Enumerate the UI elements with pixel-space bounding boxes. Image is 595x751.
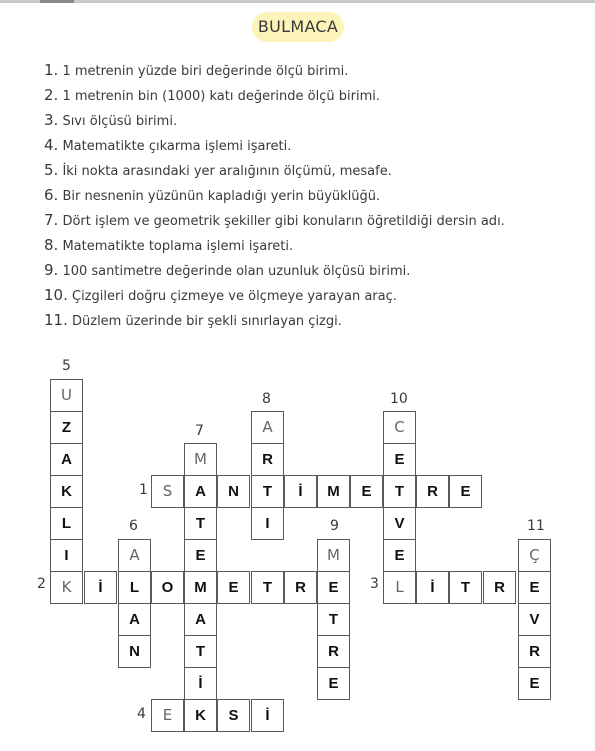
clue-text: Düzlem üzerinde bir şekli sınırlayan çizgi. xyxy=(67,314,342,329)
crossword-cell: K xyxy=(184,699,217,732)
crossword-cell: L xyxy=(50,507,83,540)
crossword-cell: E xyxy=(184,539,217,572)
crossword-cell: E xyxy=(151,699,184,732)
crossword-cell: M xyxy=(184,443,217,476)
crossword-cell: A xyxy=(118,603,151,636)
crossword-cell: C xyxy=(383,411,416,444)
crossword-cell: S xyxy=(151,475,184,508)
crossword-cell: L xyxy=(383,571,416,604)
crossword-cell: İ xyxy=(416,571,449,604)
word-number-4: 4 xyxy=(137,706,146,722)
word-number-11: 11 xyxy=(527,518,545,534)
clue-number: 2. xyxy=(44,86,59,104)
clue-text: 100 santimetre değerinde olan uzunluk ölçüsü birimi. xyxy=(58,264,411,279)
clue-text: 1 metrenin yüzde biri değerinde ölçü birimi. xyxy=(58,64,349,79)
page-title: BULMACA xyxy=(252,12,344,42)
crossword-cell: E xyxy=(317,571,350,604)
crossword-cell: M xyxy=(184,571,217,604)
crossword-cell: T xyxy=(449,571,482,604)
clue-text: Çizgileri doğru çizmeye ve ölçmeye yarayan araç. xyxy=(67,289,397,304)
crossword-cell: A xyxy=(251,411,284,444)
crossword-cell: T xyxy=(383,475,416,508)
crossword-cell: M xyxy=(317,475,350,508)
clue-text: Matematikte toplama işlemi işareti. xyxy=(58,239,294,254)
clue-number: 6. xyxy=(44,186,59,204)
crossword-cell: R xyxy=(483,571,516,604)
crossword-cell: A xyxy=(184,603,217,636)
crossword-cell: I xyxy=(50,539,83,572)
crossword-cell: E xyxy=(317,667,350,700)
crossword-cell: K xyxy=(50,475,83,508)
clue-number: 4. xyxy=(44,136,59,154)
crossword-cell: L xyxy=(118,571,151,604)
crossword-cell: E xyxy=(383,539,416,572)
clue-text: 1 metrenin bin (1000) katı değerinde ölçü birimi. xyxy=(58,89,380,104)
clue-number: 7. xyxy=(44,211,59,229)
crossword-cell: S xyxy=(217,699,250,732)
crossword-cell: O xyxy=(151,571,184,604)
crossword-cell: I xyxy=(251,507,284,540)
clue-number: 3. xyxy=(44,111,59,129)
crossword-cell: İ xyxy=(284,475,317,508)
word-number-1: 1 xyxy=(139,482,148,498)
word-number-5: 5 xyxy=(62,358,71,374)
crossword-cell: İ xyxy=(184,667,217,700)
crossword-cell: R xyxy=(518,635,551,668)
clue-number: 11. xyxy=(44,311,68,329)
crossword-cell: Z xyxy=(50,411,83,444)
crossword-cell: U xyxy=(50,379,83,412)
crossword-cell: R xyxy=(284,571,317,604)
crossword-cell: İ xyxy=(84,571,117,604)
crossword-cell: A xyxy=(50,443,83,476)
crossword-cell: N xyxy=(118,635,151,668)
crossword-cell: E xyxy=(449,475,482,508)
crossword-cell: V xyxy=(383,507,416,540)
clue-text: Bir nesnenin yüzünün kapladığı yerin büyüklüğü. xyxy=(58,189,381,204)
clue-number: 8. xyxy=(44,236,59,254)
crossword-cell: T xyxy=(251,475,284,508)
clue-text: Matematikte çıkarma işlemi işareti. xyxy=(58,139,292,154)
word-number-9: 9 xyxy=(330,518,339,534)
crossword-cell: E xyxy=(217,571,250,604)
crossword-cell: T xyxy=(317,603,350,636)
crossword-cell: N xyxy=(217,475,250,508)
word-number-10: 10 xyxy=(390,391,408,407)
crossword-cell: R xyxy=(251,443,284,476)
word-number-8: 8 xyxy=(262,391,271,407)
crossword-cell: T xyxy=(251,571,284,604)
crossword-cell: M xyxy=(317,539,350,572)
clue-number: 5. xyxy=(44,161,59,179)
clue-number: 1. xyxy=(44,61,59,79)
crossword-cell: E xyxy=(518,571,551,604)
word-number-7: 7 xyxy=(195,423,204,439)
clue-text: Sıvı ölçüsü birimi. xyxy=(58,114,178,129)
crossword-cell: İ xyxy=(251,699,284,732)
crossword-cell: Ç xyxy=(518,539,551,572)
crossword-cell: K xyxy=(50,571,83,604)
clue-number: 9. xyxy=(44,261,59,279)
word-number-6: 6 xyxy=(129,518,138,534)
word-number-2: 2 xyxy=(37,576,46,592)
crossword-cell: E xyxy=(518,667,551,700)
crossword-cell: E xyxy=(383,443,416,476)
crossword-cell: A xyxy=(184,475,217,508)
crossword-cell: E xyxy=(350,475,383,508)
crossword-cell: V xyxy=(518,603,551,636)
clue-text: İki nokta arasındaki yer aralığının ölçümü, mesafe. xyxy=(58,164,392,179)
crossword-cell: R xyxy=(317,635,350,668)
crossword-cell: A xyxy=(118,539,151,572)
crossword-cell: T xyxy=(184,507,217,540)
word-number-3: 3 xyxy=(370,576,379,592)
crossword-cell: R xyxy=(416,475,449,508)
clue-text: Dört işlem ve geometrik şekiller gibi konuların öğretildiği dersin adı. xyxy=(58,214,505,229)
crossword-cell: T xyxy=(184,635,217,668)
clue-number: 10. xyxy=(44,286,68,304)
